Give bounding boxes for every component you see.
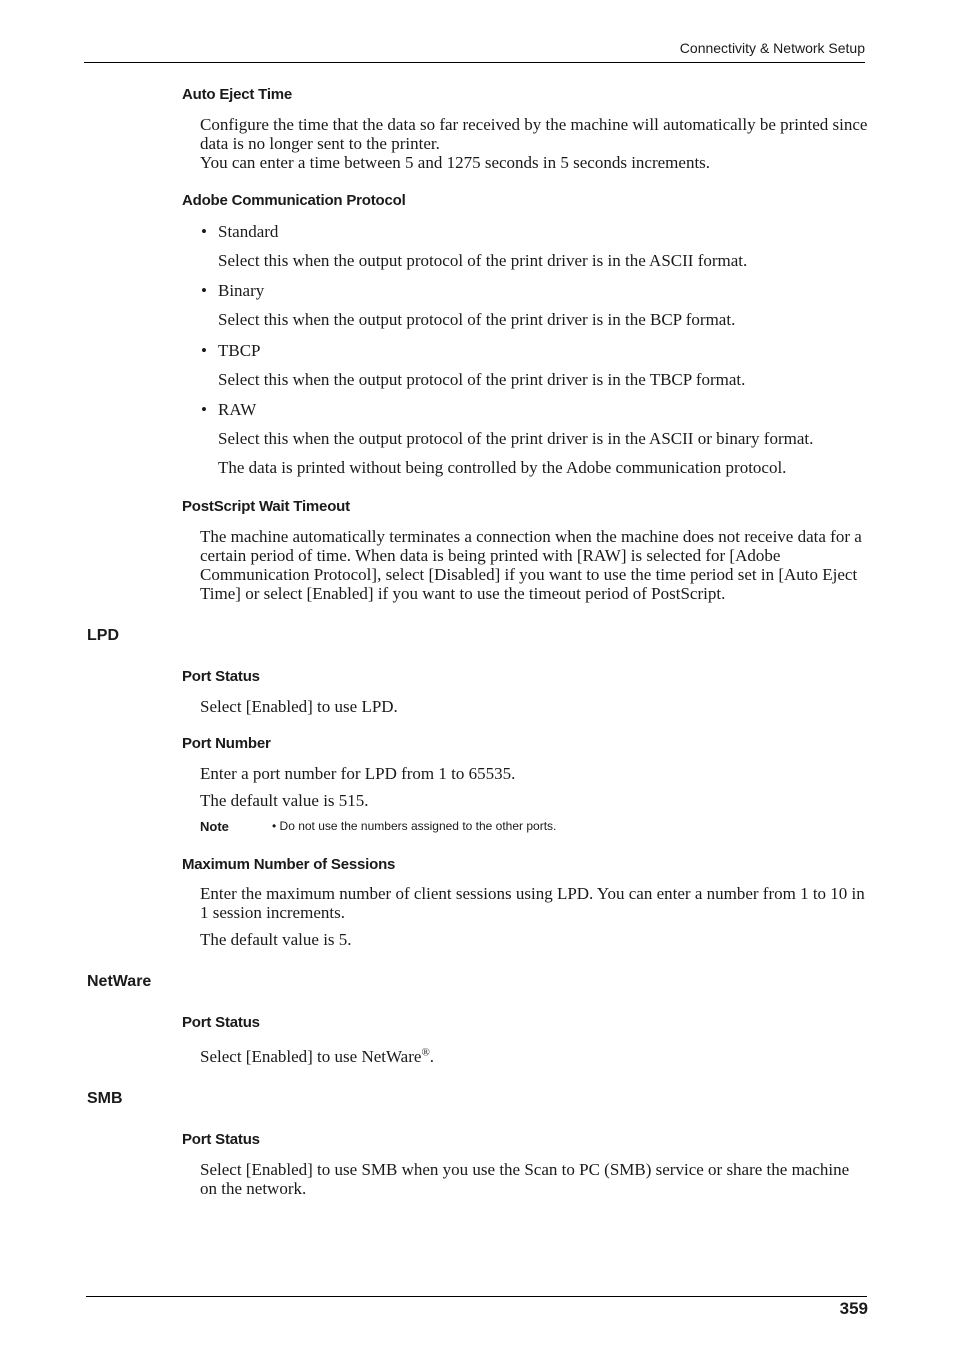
bullet-binary-label: Binary <box>218 281 265 300</box>
binary-description: Select this when the output protocol of the print driver is in the BCP format. <box>218 310 736 329</box>
lpd-max-sessions-default: The default value is 5. <box>200 930 352 949</box>
bullet-standard-label: Standard <box>218 222 279 241</box>
running-header: Connectivity & Network Setup <box>679 40 865 56</box>
bullet-raw: • RAW <box>201 400 257 419</box>
page-number: 359 <box>839 1299 868 1318</box>
note-label: Note <box>200 819 229 834</box>
registered-mark: ® <box>421 1046 430 1059</box>
postscript-timeout-description: The machine automatically terminates a connection when the machine does not receive data for a certain period of time. When data is being printed with [RAW] is selected for [Adobe Communication Protocol], select [Disabled] if you want to use the time period set in [Auto Eject Time] or select [Enabled] if you want to use the timeout period of PostScript. <box>200 527 862 603</box>
netware-text-main: Select [Enabled] to use NetWare <box>200 1047 422 1066</box>
lpd-heading: LPD <box>87 627 119 644</box>
smb-port-status-heading: Port Status <box>182 1131 260 1148</box>
bullet-tbcp-label: TBCP <box>218 341 261 360</box>
raw-description: Select this when the output protocol of the print driver is in the ASCII or binary format. <box>218 429 814 448</box>
netware-port-status-text <box>200 1047 868 1066</box>
bullet-binary: • Binary <box>201 281 265 300</box>
note-text: • Do not use the numbers assigned to the other ports. <box>272 819 557 833</box>
adobe-protocol-heading: Adobe Communication Protocol <box>182 192 406 209</box>
netware-heading: NetWare <box>87 973 152 990</box>
lpd-port-number-text: Enter a port number for LPD from 1 to 65535. <box>200 764 516 783</box>
lpd-port-number-heading: Port Number <box>182 735 271 752</box>
standard-description: Select this when the output protocol of the print driver is in the ASCII format. <box>218 251 748 270</box>
raw-description-2: The data is printed without being controlled by the Adobe communication protocol. <box>218 458 787 477</box>
bullet-raw-label: RAW <box>218 400 257 419</box>
tbcp-description: Select this when the output protocol of the print driver is in the TBCP format. <box>218 370 746 389</box>
postscript-timeout-heading: PostScript Wait Timeout <box>182 498 350 515</box>
lpd-port-status-heading: Port Status <box>182 668 260 685</box>
lpd-max-sessions-heading: Maximum Number of Sessions <box>182 856 396 873</box>
bullet-tbcp: • TBCP <box>201 341 261 360</box>
netware-port-status-heading: Port Status <box>182 1014 260 1031</box>
netware-text-end: . <box>429 1047 435 1066</box>
auto-eject-time-description: Configure the time that the data so far received by the machine will automatically be printed since data is no longer sent to the printer. <box>200 115 868 153</box>
lpd-port-number-default: The default value is 515. <box>200 791 369 810</box>
lpd-port-status-text: Select [Enabled] to use LPD. <box>200 697 398 716</box>
smb-heading: SMB <box>87 1090 123 1107</box>
header-rule <box>84 62 865 63</box>
bullet-standard: • Standard <box>201 222 279 241</box>
auto-eject-time-heading: Auto Eject Time <box>182 86 293 103</box>
auto-eject-time-range: You can enter a time between 5 and 1275 seconds in 5 seconds increments. <box>200 153 711 172</box>
lpd-max-sessions-text: Enter the maximum number of client sessions using LPD. You can enter a number from 1 to 10 in 1 session increments. <box>200 884 865 922</box>
footer-rule <box>86 1296 867 1297</box>
smb-port-status-text: Select [Enabled] to use SMB when you use the Scan to PC (SMB) service or share the machine on the network. <box>200 1160 850 1198</box>
